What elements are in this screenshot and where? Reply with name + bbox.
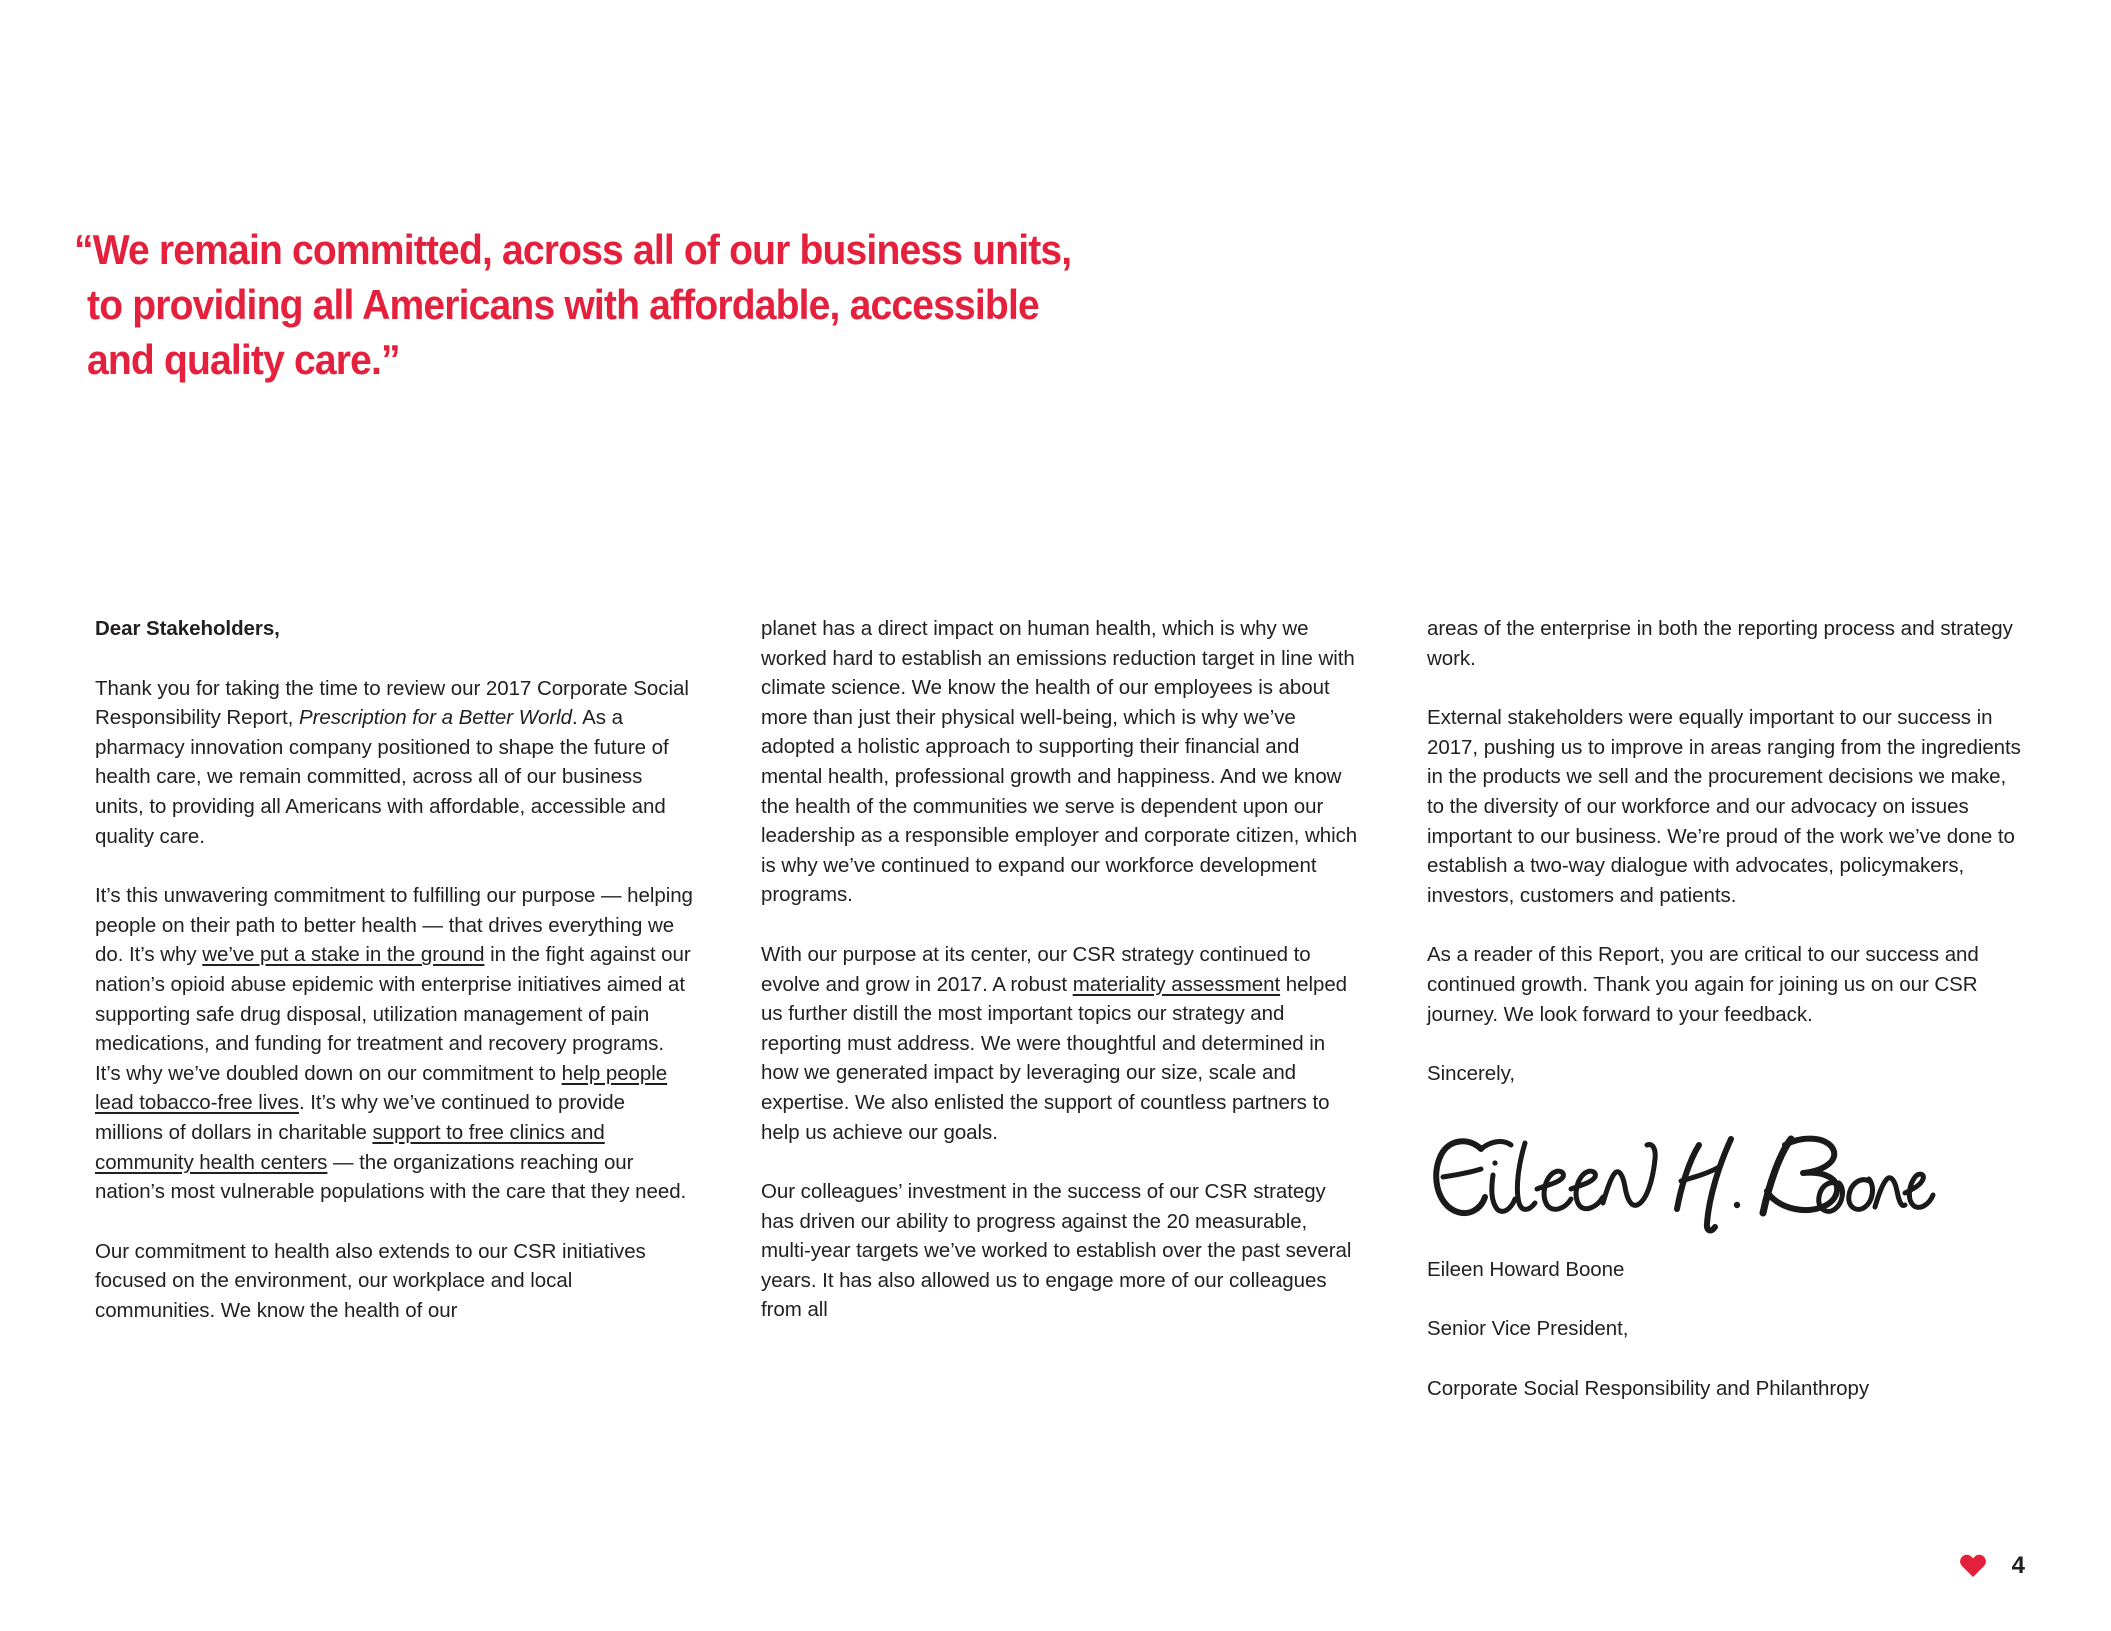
signoff-title: Senior Vice President, <box>1427 1317 1629 1341</box>
para1-text-1: Thank you for taking the time to review our 2017 Corporate Social Responsibility Report, <box>95 676 689 730</box>
link-materiality-assessment[interactable]: materiality assessment <box>1072 972 1281 996</box>
para2-text-4: — the organizations reaching our nation’s most vulnerable populations with the care that they need. <box>95 1150 687 1204</box>
paragraph-planet-health: planet has a direct impact on human health, which is why we worked hard to establish an emissions reduction target in line with climate science. We know the health of our employees is about more than just their physical well-being, which is why we’ve adopted a holistic approach to supporting their financial and mental health, professional growth and happiness. And we know the health of the communities we serve is dependent upon our leadership as a responsible employer and corporate citizen, which is why we’ve continued to expand our workforce development programs. <box>761 617 1358 907</box>
link-free-clinics-community-health-centers[interactable]: support to free clinics and community health centers <box>95 1120 605 1174</box>
para1-text-2: . As a pharmacy innovation company positioned to shape the future of health care, we remain committed, across all of our business units, to providing all Americans with affordable, accessible and quality care. <box>95 706 669 848</box>
paragraph-thank-you <box>95 674 693 852</box>
letter-body <box>95 614 2025 1404</box>
closing-salutation: Sincerely, <box>1427 1062 1515 1086</box>
salutation: Dear Stakeholders, <box>95 617 280 640</box>
signature-image <box>1419 1119 1939 1237</box>
col2-para2-text-2: helped us further distill the most important topics our strategy and reporting must address. We were thoughtful and determined in how we generated impact by leveraging our size, scale and expertise. We also enlisted the support of countless partners to help us achieve our goals. <box>761 972 1348 1144</box>
signoff-department: Corporate Social Responsibility and Philanthropy <box>1427 1376 1870 1400</box>
paragraph-external-stakeholders: External stakeholders were equally important to our success in 2017, pushing us to improve in areas ranging from the ingredients in the products we sell and the procurement decisions we make, to the diversity of our workforce and our advocacy on issues important to our business. We’re proud of the work we’ve done to establish a two-way dialogue with advocates, policymakers, investors, customers and patients. <box>1427 706 2021 907</box>
letter-column-1 <box>95 614 693 1404</box>
link-tobacco-free-lives[interactable]: help people lead tobacco-free lives <box>95 1061 668 1115</box>
pull-quote-line-1: “We remain committed, across all of our business units, <box>74 226 1072 273</box>
report-title: Prescription for a Better World <box>298 706 572 730</box>
col2-para2-text-1: With our purpose at its center, our CSR strategy continued to evolve and grow in 2017. A robust <box>761 942 1311 996</box>
page-number: 4 <box>2011 1552 2025 1579</box>
para2-text-2: in the fight against our nation’s opioid abuse epidemic with enterprise initiatives aimed at supporting safe drug disposal, utilization management of pain medications, and funding for treatment and recovery programs. It’s why we’ve doubled down on our commitment to <box>95 943 691 1085</box>
page-footer <box>1960 1554 2025 1578</box>
paragraph-reader-thanks: As a reader of this Report, you are critical to our success and continued growth. Thank you again for joining us on our CSR journey. We look forward to your feedback. <box>1427 943 1979 1026</box>
pull-quote-line-2: to providing all Americans with affordable, accessible <box>87 281 1039 328</box>
pull-quote <box>74 222 1574 387</box>
para2-text-1: It’s this unwavering commitment to fulfilling our purpose — helping people on their path to better health — that drives everything we do. It’s why <box>95 884 693 967</box>
heart-icon <box>1960 1554 1986 1578</box>
pull-quote-line-3: and quality care.” <box>87 336 400 383</box>
paragraph-commitment <box>95 881 693 1207</box>
paragraph-enterprise-areas: areas of the enterprise in both the reporting process and strategy work. <box>1427 617 2013 670</box>
paragraph-csr-initiatives: Our commitment to health also extends to our CSR initiatives focused on the environment, our workplace and local communities. We know the health of our <box>95 1239 646 1322</box>
link-stake-in-the-ground[interactable]: we’ve put a stake in the ground <box>202 943 485 967</box>
paragraph-csr-strategy <box>761 940 1359 1147</box>
letter-column-3 <box>1427 614 2025 1404</box>
para2-text-3: . It’s why we’ve continued to provide millions of dollars in charitable <box>95 1091 625 1144</box>
signoff-name: Eileen Howard Boone <box>1427 1257 1625 1281</box>
letter-column-2 <box>761 614 1359 1404</box>
paragraph-colleagues-investment: Our colleagues’ investment in the success of our CSR strategy has driven our ability to progress against the 20 measurable, multi-year targets we’ve worked to establish over the past several years. It has also allowed us to engage more of our colleagues from all <box>761 1180 1352 1322</box>
